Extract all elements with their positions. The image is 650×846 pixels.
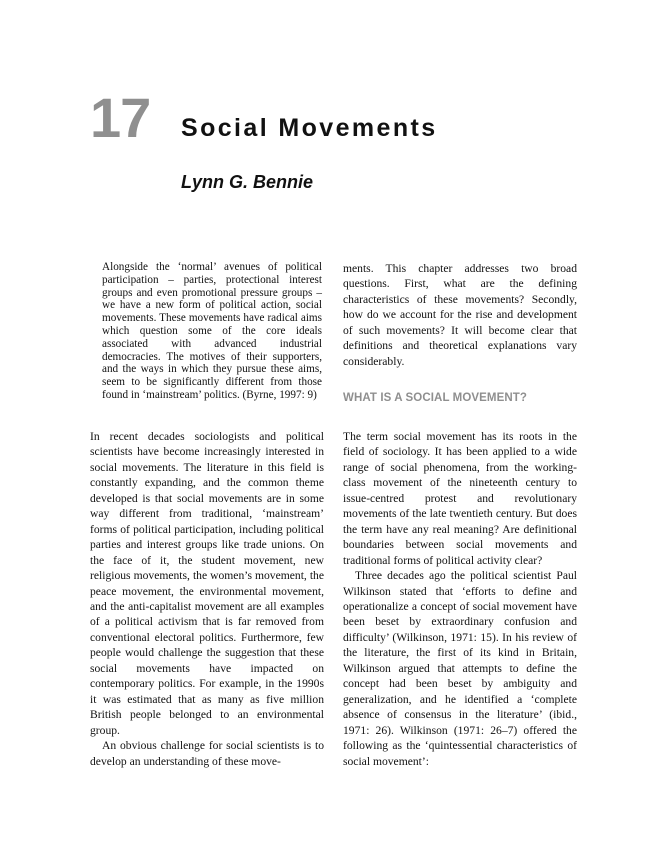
left-column-body [90,429,324,769]
chapter-title: Social Movements [181,114,438,142]
chapter-author: Lynn G. Bennie [181,172,314,192]
body-paragraph: In recent decades sociologists and political scientists have become increasingly interested in social movements. The literature in this field is constantly expanding, and the common theme developed is that social movements are in some way different from traditional, ‘mainstream’ forms of political participation, including political parties and interest groups like trade unions. On the face of it, the student movement, new religious movements, the women’s movement, the peace movement, the environmental movement, and the anti-capitalist movement are all examples of a political activism that is far removed from conventional electoral politics. Furthermore, few people would challenge the suggestion that these social movements have impacted on contemporary politics. For example, in the 1990s it was estimated that as many as five million British people belonged to an environmental group. [90,430,324,737]
body-paragraph: An obvious challenge for social scientists is to develop an understanding of these move- [90,739,324,768]
body-paragraph: The term social movement has its roots in the field of sociology. It has been applied to a wide range of social phenomena, from the working-class movement of the nineteenth century to issue-centred protest and revolutionary movements of the late twentieth century. But does the term have any real meaning? Are definitional boundaries between social movements and traditional forms of political activity clear? [343,430,577,567]
continuation-paragraph: ments. This chapter addresses two broad questions. First, what are the defining characteristics of these movements? Secondly, how do we account for the rise and development of such movements? It will become clear that definitions and theoretical explanations vary considerably. [343,262,577,368]
epigraph-text: Alongside the ‘normal’ avenues of political participation – parties, protectional interest groups and even promotional pressure groups – we have a new form of political action, social movements. These movements have radical aims which question some of the core ideals associated with advanced industrial democracies. The motives of their supporters, and the ways in which they pursue these aims, seem to be significantly different from those found in ‘mainstream’ politics. (Byrne, 1997: 9) [102,261,322,401]
body-paragraph: Three decades ago the political scientist Paul Wilkinson stated that ‘efforts to define and operationalize a concept of social movement have been beset by extraordinary confusion and difficulty’ (Wilkinson, 1971: 15). In his review of the literature, the first of its kind in Britain, Wilkinson argued that attempts to define the concept had been beset by ambiguity and generalization, and he identified a ‘complete absence of consensus in the literature’ (ibid., 1971: 26). Wilkinson (1971: 26–7) offered the following as the ‘quintessential characteristics of social movement’: [343,569,577,768]
right-column-continuation [343,261,577,369]
chapter-number: 17 [90,86,151,149]
right-column-body [343,429,577,769]
epigraph-quote [102,261,322,402]
section-heading: WHAT IS A SOCIAL MOVEMENT? [343,392,528,404]
